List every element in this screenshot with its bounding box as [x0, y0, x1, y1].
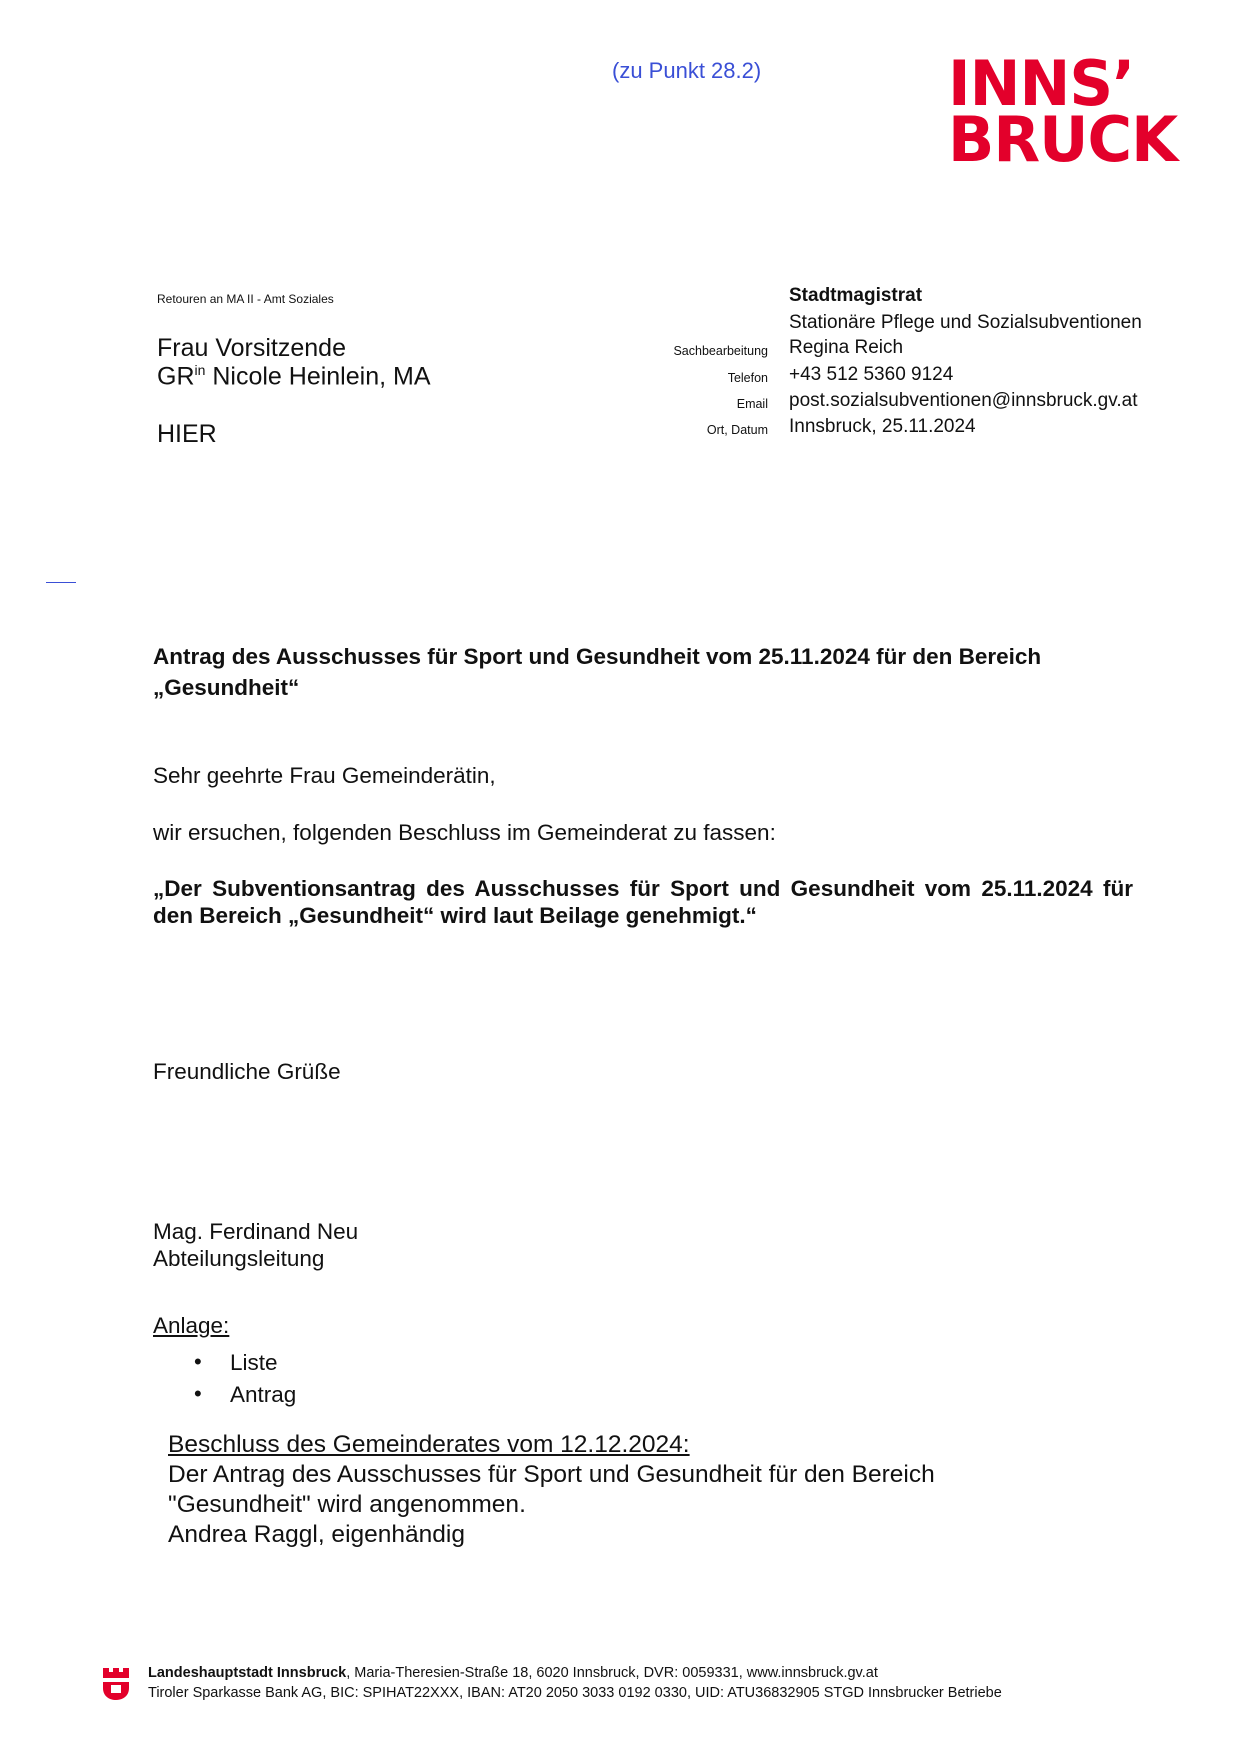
field-value-telefon: +43 512 5360 9124: [789, 364, 954, 385]
council-decision-signature: Andrea Raggl, eigenhändig: [168, 1521, 465, 1548]
council-decision-line-1: Der Antrag des Ausschusses für Sport und Gesundheit für den Bereich: [168, 1461, 935, 1488]
recipient-name: Nicole Heinlein, MA: [205, 362, 431, 391]
footer-line-2: Tiroler Sparkasse Bank AG, BIC: SPIHAT22XXX, IBAN: AT20 2050 3033 0192 0330, UID: ATU36832905 STGD Innsbrucker Betriebe: [148, 1685, 1002, 1701]
sender-department: Stationäre Pflege und Sozialsubventionen: [789, 312, 1142, 333]
letter-subject: Antrag des Ausschusses für Sport und Gesundheit vom 25.11.2024 für den Bereich „Gesundheit“: [153, 644, 1042, 700]
footer-address: , Maria-Theresien-Straße 18, 6020 Innsbruck, DVR: 0059331, www.innsbruck.gv.at: [346, 1665, 878, 1681]
footer-line-1: [148, 1665, 878, 1681]
attachment-item: • Antrag: [194, 1382, 296, 1414]
closing: Freundliche Grüße: [153, 1059, 341, 1084]
attachments-label: Anlage:: [153, 1313, 230, 1338]
recipient-line-1: Frau Vorsitzende: [157, 334, 346, 362]
attachments-list: [194, 1350, 296, 1414]
logo-line-1: INNS’: [948, 47, 1135, 120]
recipient-line-2: [157, 362, 431, 391]
sender-office: Stadtmagistrat: [789, 285, 923, 306]
field-value-email: post.sozialsubventionen@innsbruck.gv.at: [789, 390, 1138, 411]
field-value-ort-datum: Innsbruck, 25.11.2024: [789, 416, 976, 437]
resolution-text: [153, 875, 1133, 929]
signatory-name: Mag. Ferdinand Neu: [153, 1219, 359, 1244]
innsbruck-emblem-icon: [102, 1666, 130, 1702]
council-decision-line-2: "Gesundheit" wird angenommen.: [168, 1491, 526, 1518]
field-label-email: Email: [736, 397, 768, 411]
innsbruck-logo: [948, 47, 1188, 176]
council-decision-heading: Beschluss des Gemeinderates vom 12.12.2024:: [168, 1431, 690, 1458]
field-label-telefon: Telefon: [727, 371, 768, 385]
footer-city: Landeshauptstadt Innsbruck: [148, 1665, 347, 1681]
recipient-title: GR: [157, 362, 195, 391]
field-label-ort-datum: Ort, Datum: [706, 423, 768, 437]
return-address-note: Retouren an MA II - Amt Soziales: [157, 292, 334, 306]
salutation: Sehr geehrte Frau Gemeinderätin,: [153, 763, 496, 788]
signatory-title: Abteilungsleitung: [153, 1246, 325, 1271]
field-label-sachbearbeitung: Sachbearbeitung: [673, 344, 768, 358]
attachment-item: • Liste: [194, 1350, 296, 1382]
resolution-line-2: den Bereich „Gesundheit“ wird laut Beilage genehmigt.“: [153, 903, 757, 928]
resolution-line-1: „Der Subventionsantrag des Ausschusses für Sport und Gesundheit vom 25.11.2024 für: [153, 876, 1133, 901]
request-text: wir ersuchen, folgenden Beschluss im Gemeinderat zu fassen:: [153, 820, 776, 845]
recipient-title-sup: in: [194, 362, 206, 378]
fold-mark: [46, 582, 76, 583]
logo-line-2: BRUCK: [948, 103, 1178, 176]
field-value-sachbearbeitung: Regina Reich: [789, 337, 904, 358]
agenda-reference: (zu Punkt 28.2): [612, 58, 762, 83]
recipient-line-3: HIER: [157, 420, 217, 448]
